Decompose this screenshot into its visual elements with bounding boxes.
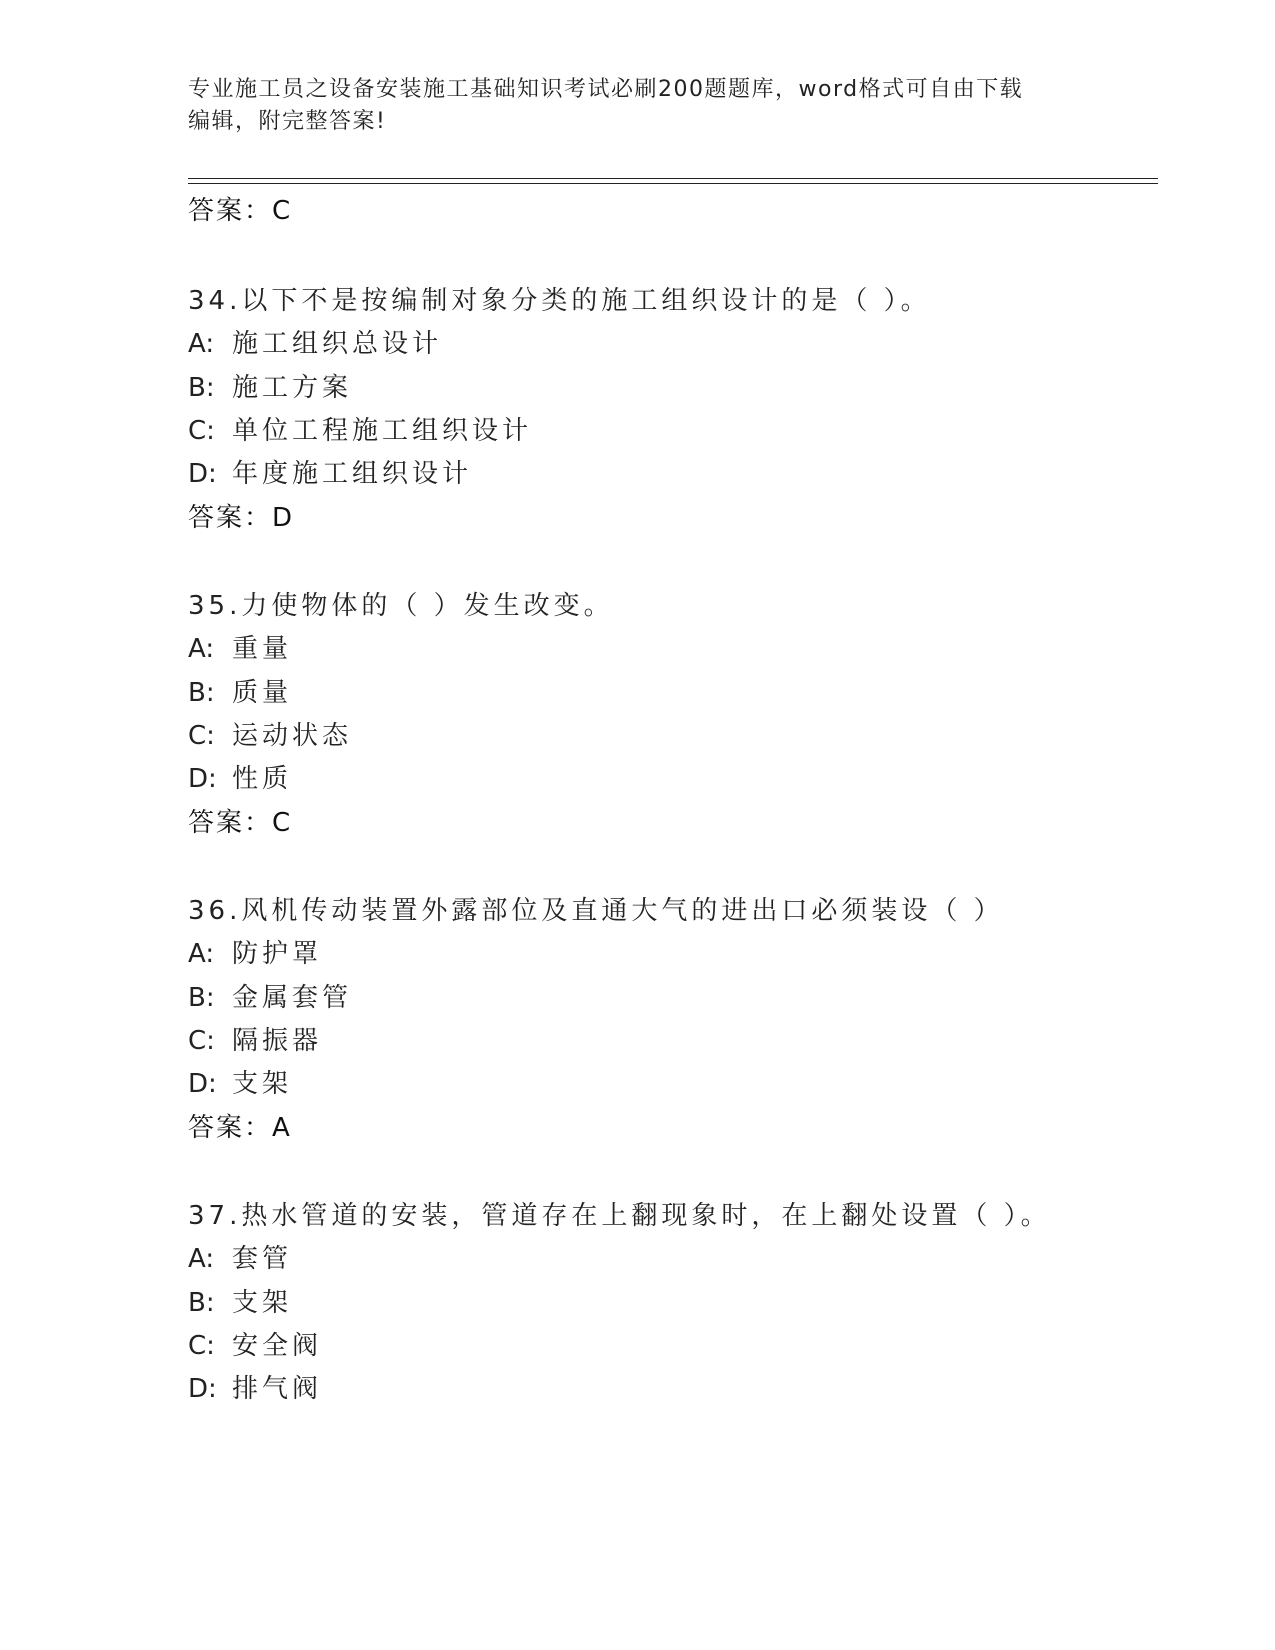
option-letter: C: xyxy=(188,416,215,446)
option-letter: C: xyxy=(188,721,215,751)
option-letter: B: xyxy=(188,1288,215,1318)
option-letter: A: xyxy=(188,634,215,664)
option-row xyxy=(188,672,292,709)
option-row xyxy=(188,977,352,1014)
option-row xyxy=(188,758,292,795)
option-letter: B: xyxy=(188,678,215,708)
question-stem: 37.热水管道的安装，管道存在上翻现象时，在上翻处设置（ ）。 xyxy=(188,1201,1051,1231)
option-text: 安全阀 xyxy=(232,1331,323,1361)
option-text: 施工方案 xyxy=(232,373,353,403)
option-letter: A: xyxy=(188,329,215,359)
option-text: 隔振器 xyxy=(232,1026,323,1056)
option-text: 支架 xyxy=(232,1288,293,1318)
option-text: 年度施工组织设计 xyxy=(232,459,473,489)
option-row xyxy=(188,1063,292,1100)
option-letter: D: xyxy=(188,764,217,794)
option-row xyxy=(188,453,472,490)
option-text: 防护罩 xyxy=(232,939,323,969)
header-line-2: 编辑，附完整答案! xyxy=(188,109,387,134)
option-text: 金属套管 xyxy=(232,983,353,1013)
option-text: 运动状态 xyxy=(232,721,353,751)
option-row xyxy=(188,1282,292,1319)
option-row xyxy=(188,1020,322,1057)
question-stem: 35.力使物体的（ ）发生改变。 xyxy=(188,591,614,621)
option-row xyxy=(188,367,352,404)
option-row xyxy=(188,323,442,360)
option-row xyxy=(188,410,532,447)
option-text: 排气阀 xyxy=(232,1374,323,1404)
option-text: 性质 xyxy=(232,764,293,794)
answer-line: 答案：A xyxy=(188,1113,292,1143)
option-row xyxy=(188,1238,292,1275)
header-divider-bottom xyxy=(188,183,1158,184)
answer-line: 答案：C xyxy=(188,808,293,838)
option-row xyxy=(188,1368,322,1405)
header-line-1: 专业施工员之设备安装施工基础知识考试必刷200题题库，word格式可自由下载 xyxy=(188,77,1024,102)
option-text: 施工组织总设计 xyxy=(232,329,443,359)
option-letter: D: xyxy=(188,459,217,489)
question-stem: 34.以下不是按编制对象分类的施工组织设计的是（ ）。 xyxy=(188,286,931,316)
option-row xyxy=(188,933,322,970)
option-text: 单位工程施工组织设计 xyxy=(232,416,533,446)
option-letter: C: xyxy=(188,1331,215,1361)
option-letter: C: xyxy=(188,1026,215,1056)
option-text: 质量 xyxy=(232,678,293,708)
option-row xyxy=(188,1325,322,1362)
question-stem: 36.风机传动装置外露部位及直通大气的进出口必须装设（ ） xyxy=(188,896,1004,926)
document-header xyxy=(188,74,1088,138)
option-letter: D: xyxy=(188,1069,217,1099)
option-row xyxy=(188,715,352,752)
answer-line: 答案：D xyxy=(188,503,295,533)
option-text: 重量 xyxy=(232,634,293,664)
option-letter: B: xyxy=(188,983,215,1013)
header-divider-top xyxy=(188,178,1158,179)
option-text: 支架 xyxy=(232,1069,293,1099)
option-letter: A: xyxy=(188,939,215,969)
option-text: 套管 xyxy=(232,1244,293,1274)
previous-answer: 答案：C xyxy=(188,196,293,226)
option-letter: D: xyxy=(188,1374,217,1404)
option-letter: B: xyxy=(188,373,215,403)
option-row xyxy=(188,628,292,665)
option-letter: A: xyxy=(188,1244,215,1274)
